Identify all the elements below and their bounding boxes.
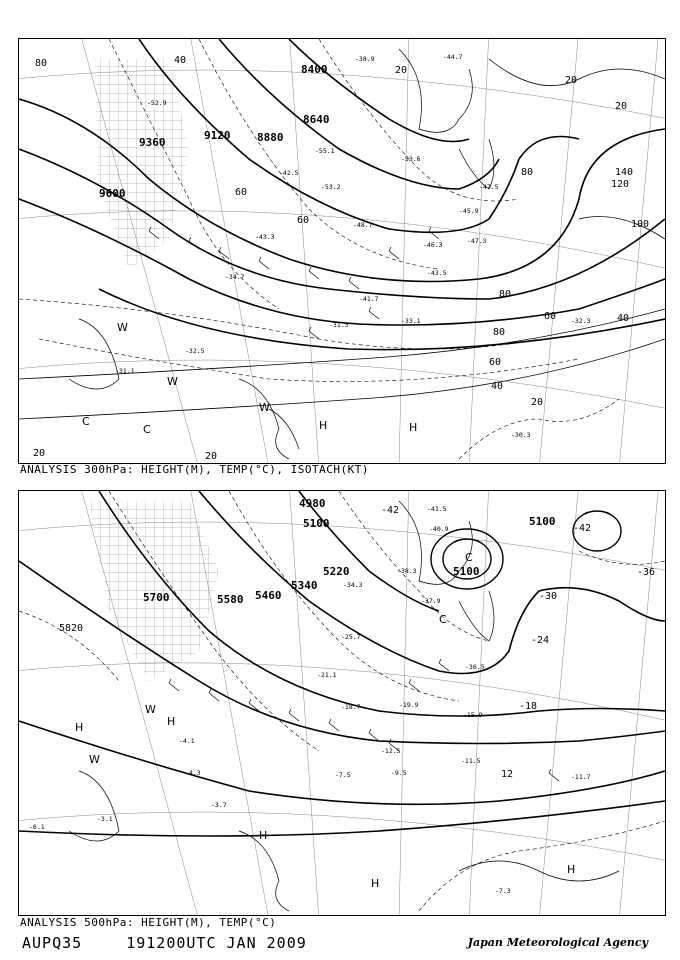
- temperature-value: -15.9: [463, 711, 483, 719]
- height-label: 8640: [303, 113, 330, 126]
- temperature-value: -45.9: [459, 207, 479, 215]
- height-label: 5100: [529, 515, 556, 528]
- height-label: 5460: [255, 589, 282, 602]
- temperature-value: -11.7: [571, 773, 591, 781]
- temperature-value: -31.1: [115, 367, 135, 375]
- temperature-value: -53.2: [321, 183, 341, 191]
- pressure-center: H: [75, 721, 84, 734]
- temperature-value: -18.7: [341, 703, 361, 711]
- contour-label: 12: [501, 769, 514, 780]
- temperature-value: -41.7: [359, 295, 379, 303]
- pressure-center: C: [439, 613, 447, 626]
- isotach-label: 20: [615, 101, 628, 112]
- temperature-value: -9.5: [391, 769, 407, 777]
- height-label: 8400: [301, 63, 328, 76]
- height-label: 4980: [299, 497, 326, 510]
- temperature-value: -55.1: [315, 147, 335, 155]
- temperature-value: -6.1: [29, 823, 45, 831]
- temperature-value: -4.3: [185, 769, 201, 777]
- isotach-label: 80: [35, 58, 48, 69]
- temperature-value: -42.5: [279, 169, 299, 177]
- isotach-label: 80: [521, 167, 534, 178]
- pressure-center: W: [167, 375, 178, 388]
- temperature-value: -12.5: [381, 747, 401, 755]
- isotach-label: 20: [531, 397, 544, 408]
- height-label: 9360: [139, 136, 166, 149]
- temperature-value: -47.5: [479, 183, 499, 191]
- contour-label: -36: [637, 567, 656, 578]
- temperature-value: -32.3: [571, 317, 591, 325]
- height-label: 5340: [291, 579, 318, 592]
- height-label: 5100: [303, 517, 330, 530]
- isotach-label: 80: [493, 327, 506, 338]
- temperature-value: -41.5: [427, 505, 447, 513]
- isotach-label: 20: [205, 451, 218, 462]
- pressure-center: H: [371, 877, 380, 890]
- isotach-label: 40: [491, 381, 504, 392]
- isotach-label: 100: [631, 219, 650, 230]
- contour-label: -30: [539, 591, 558, 602]
- temperature-value: -43.5: [427, 269, 447, 277]
- height-label: 9600: [99, 187, 126, 200]
- contour-label: -18: [519, 701, 538, 712]
- temperature-value: -46.3: [423, 241, 443, 249]
- height-label: 5820: [59, 623, 84, 634]
- pressure-center: W: [117, 321, 128, 334]
- temperature-value: -7.5: [335, 771, 351, 779]
- temperature-value: -36.5: [465, 663, 485, 671]
- panel-caption-500hpa: ANALYSIS 500hPa: HEIGHT(M), TEMP(°C): [20, 916, 277, 929]
- map-500hpa-graphic: [19, 491, 665, 915]
- temperature-value: -38.9: [355, 55, 375, 63]
- isotach-label: 40: [174, 55, 187, 66]
- height-label: 9120: [204, 129, 231, 142]
- panel-caption-300hpa: ANALYSIS 300hPa: HEIGHT(M), TEMP(°C), ISOTACH(KT): [20, 463, 370, 476]
- temperature-value: -21.1: [317, 671, 337, 679]
- height-label: 5220: [323, 565, 350, 578]
- temperature-value: -37.9: [421, 597, 441, 605]
- contour-label: -42: [573, 523, 592, 534]
- wind-barbs: [169, 659, 559, 781]
- pressure-center: W: [259, 401, 270, 414]
- temperature-value: -3.1: [97, 815, 113, 823]
- temperature-value: -34.7: [225, 273, 245, 281]
- temperature-value: -11.5: [461, 757, 481, 765]
- temperature-value: -40.9: [429, 525, 449, 533]
- temperature-value: -19.9: [399, 701, 419, 709]
- contour-label: -24: [531, 635, 550, 646]
- isotach-label: 20: [395, 65, 408, 76]
- pressure-center: H: [259, 829, 268, 842]
- pressure-center: H: [409, 421, 418, 434]
- chart-id: AUPQ35: [22, 934, 83, 952]
- pressure-center: W: [89, 753, 100, 766]
- pressure-center: C: [465, 551, 473, 564]
- temperature-value: -44.7: [443, 53, 463, 61]
- temperature-value: -52.9: [147, 99, 167, 107]
- isotach-label: 20: [33, 448, 46, 459]
- pressure-center: H: [567, 863, 576, 876]
- contour-label: -42: [381, 505, 400, 516]
- temperature-value: -7.3: [495, 887, 511, 895]
- temperature-value: -33.1: [401, 317, 421, 325]
- height-label: 5100: [453, 565, 480, 578]
- isotach-label: 60: [544, 311, 557, 322]
- temperature-value: -32.5: [185, 347, 205, 355]
- isotach-label: 60: [235, 187, 248, 198]
- temperature-value: -47.3: [467, 237, 487, 245]
- isotach-label: 120: [611, 179, 630, 190]
- height-label: 8880: [257, 131, 284, 144]
- pressure-center: C: [82, 415, 90, 428]
- temperature-value: -4.1: [179, 737, 195, 745]
- height-label: 5580: [217, 593, 244, 606]
- height-label: 5700: [143, 591, 170, 604]
- map-panel-300hpa: [18, 38, 666, 464]
- pressure-center: W: [145, 703, 156, 716]
- valid-time: 191200UTC JAN 2009: [126, 934, 307, 952]
- temperature-value: -31.3: [329, 321, 349, 329]
- pressure-center: H: [167, 715, 176, 728]
- chart-identifier: [22, 934, 307, 952]
- isotach-label: 60: [297, 215, 310, 226]
- pressure-center: C: [143, 423, 151, 436]
- agency-name: Japan Meteorological Agency: [467, 936, 648, 949]
- temperature-value: -34.3: [343, 581, 363, 589]
- temperature-value: -3.7: [211, 801, 227, 809]
- isotach-label: 140: [615, 167, 634, 178]
- temperature-value: -43.3: [255, 233, 275, 241]
- pressure-center: H: [319, 419, 328, 432]
- isotach-label: 20: [565, 75, 578, 86]
- map-300hpa-graphic: [19, 39, 665, 463]
- temperature-value: -53.6: [401, 155, 421, 163]
- temperature-value: -48.7: [353, 221, 373, 229]
- temperature-value: -25.7: [341, 633, 361, 641]
- isotach-label: 40: [617, 313, 630, 324]
- isotach-label: 80: [499, 289, 512, 300]
- temperature-value: -38.3: [397, 567, 417, 575]
- isotach-label: 60: [489, 357, 502, 368]
- map-panel-500hpa: [18, 490, 666, 916]
- temperature-value: -30.3: [511, 431, 531, 439]
